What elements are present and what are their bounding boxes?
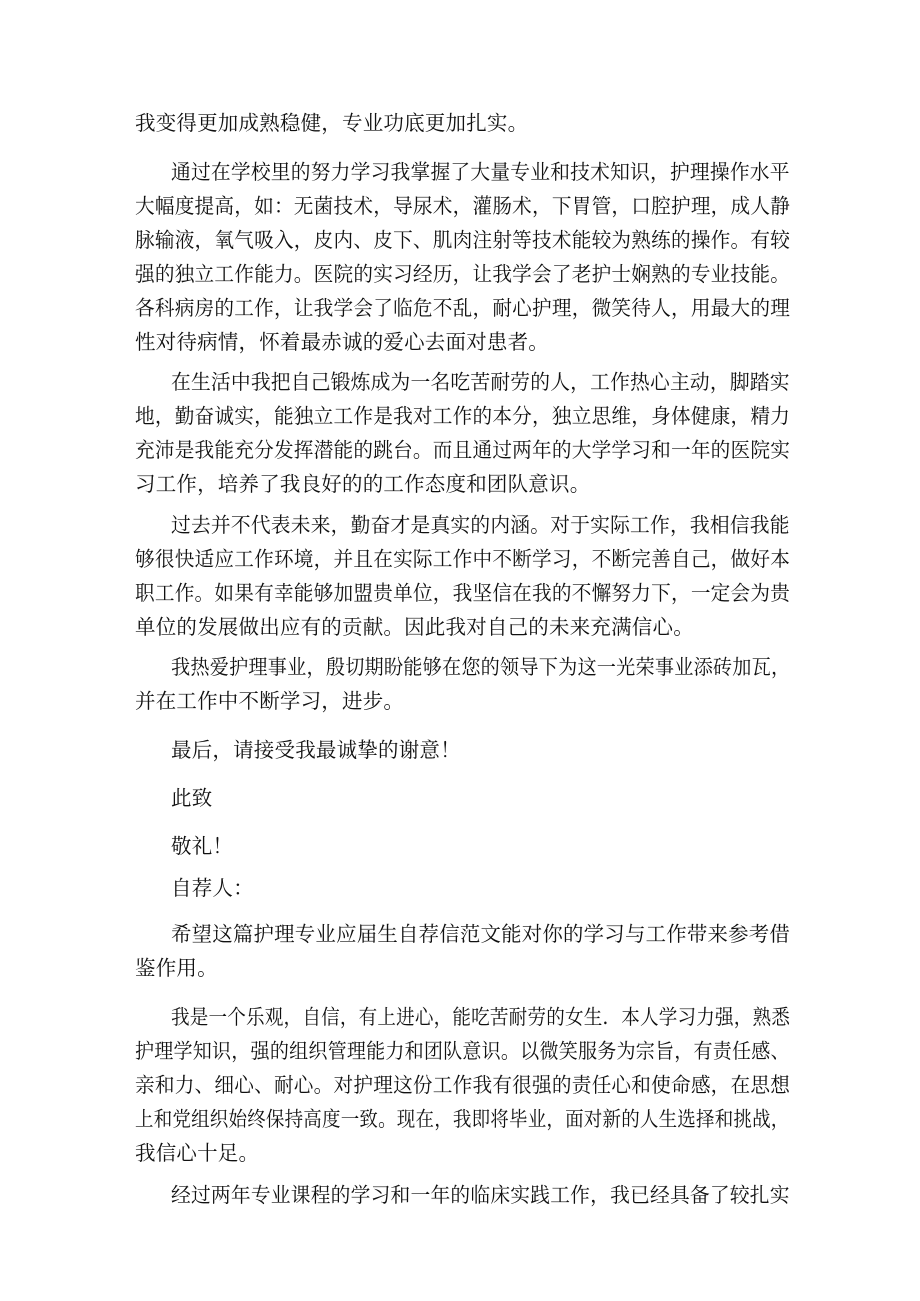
text-line: 各科病房的工作，让我学会了临危不乱，耐心护理，微笑待人，用最大的理 — [135, 296, 791, 320]
text-line: 通过在学校里的努力学习我掌握了大量专业和技术知识，护理操作水平 — [171, 160, 790, 184]
text-line: 地，勤奋诚实，能独立工作是我对工作的本分，独立思维，身体健康，精力 — [135, 404, 791, 428]
text-line: 我是一个乐观，自信，有上进心，能吃苦耐劳的女生．本人学习力强，熟悉 — [171, 1005, 791, 1029]
text-line: 亲和力、细心、耐心。对护理这份工作我有很强的责任心和使命感，在思想 — [135, 1073, 791, 1097]
text-line: 强的独立工作能力。医院的实习经历，让我学会了老护士娴熟的专业技能。 — [135, 262, 791, 286]
text-line: 充沛是我能充分发挥潜能的跳台。而且通过两年的大学学习和一年的医院实 — [135, 438, 791, 462]
text-line: 性对待病情，怀着最赤诚的爱心去面对患者。 — [135, 330, 549, 354]
signature-label: 自荐人： — [171, 876, 254, 900]
text-line: 希望这篇护理专业应届生自荐信范文能对你的学习与工作带来参考借 — [171, 922, 791, 946]
text-line: 在生活中我把自己锻炼成为一名吃苦耐劳的人，工作热心主动，脚踏实 — [171, 370, 790, 394]
text-line: 我热爱护理事业，殷切期盼能够在您的领导下为这一光荣事业添砖加瓦， — [171, 655, 791, 679]
text-line: 脉输液，氧气吸入，皮内、皮下、肌肉注射等技术能较为熟练的操作。有较 — [135, 228, 791, 252]
text-line: 大幅度提高，如：无菌技术，导尿术，灌肠术，下胃管，口腔护理，成人静 — [135, 194, 791, 218]
text-line: 上和党组织始终保持高度一致。现在，我即将毕业，面对新的人生选择和挑战， — [135, 1107, 790, 1131]
text-line: 并在工作中不断学习，进步。 — [135, 689, 405, 713]
text-line: 鉴作用。 — [135, 956, 218, 980]
text-line: 我变得更加成熟稳健，专业功底更加扎实。 — [135, 111, 529, 135]
salutation-jingli: 敬礼！ — [171, 834, 234, 858]
text-line: 过去并不代表未来，勤奋才是真实的内涵。对于实际工作，我相信我能 — [171, 513, 790, 537]
salutation-cizhi: 此致 — [171, 786, 213, 810]
text-line: 经过两年专业课程的学习和一年的临床实践工作，我已经具备了较扎实 — [171, 1183, 790, 1207]
text-line: 职工作。如果有幸能够加盟贵单位，我坚信在我的不懈努力下，一定会为贵 — [135, 581, 791, 605]
text-line: 我信心十足。 — [135, 1141, 260, 1165]
text-line: 护理学知识，强的组织管理能力和团队意识。以微笑服务为宗旨，有责任感、 — [135, 1039, 790, 1063]
text-line: 习工作，培养了我良好的的工作态度和团队意识。 — [135, 472, 591, 496]
closing-thanks: 最后，请接受我最诚挚的谢意！ — [171, 738, 461, 762]
text-line: 够很快适应工作环境，并且在实际工作中不断学习，不断完善自己，做好本 — [135, 547, 791, 571]
text-line: 单位的发展做出应有的贡献。因此我对自己的未来充满信心。 — [135, 615, 694, 639]
